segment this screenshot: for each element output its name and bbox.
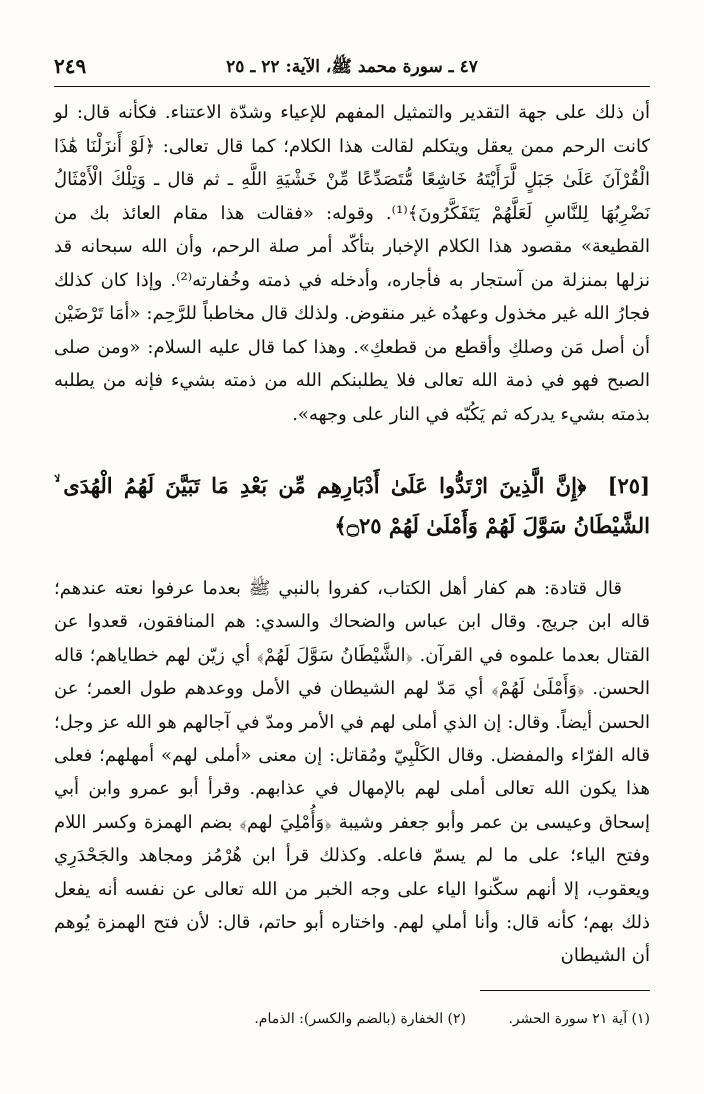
page-number: ٢٤٩ [54, 54, 87, 78]
commentary-paragraph: قال قتادة: هم كفار أهل الكتاب، كفروا بالنبي ﷺ بعدما عرفوا نعته عندهم؛ قاله ابن جريج. وقال ابن عباس والضحاك والسدي: هم المنافقون، قعدوا عن القتال بعدما علموه في القرآن. ﴿الشَّيْطَانُ سَوَّلَ لَهُمْ﴾ أي زيّن لهم خطاياهم؛ قاله الحسن. ﴿وَأَمْلَىٰ لَهُمْ﴾ أي مَدّ لهم الشيطان في الأمل ووعدهم طول العمر؛ عن الحسن أيضاً. وقال: إن الذي أملى لهم في الأمر ومدّ في آجالهم هو الله عز وجل؛ قاله الفرّاء والمفضل. وقال الكَلْبِيّ ومُقاتل: إن معنى «أملى لهم» أمهلهم؛ فعلى هذا يكون الله تعالى أملى لهم بالإمهال في عذابهم. وقرأ أبو عمرو وابن أبي إسحاق وعيسى بن عمر وأبو جعفر وشيبة ﴿وَأُمْلِيَ لهم﴾ بضم الهمزة وكسر اللام وفتح الياء؛ على ما لم يسمّ فاعله. وكذلك قرأ ابن هُرْمُز ومجاهد والجَحْدَرِي ويعقوب، إلا أنهم سكّنوا الياء على وجه الخبر من الله تعالى عن نفسه أنه يفعل ذلك بهم؛ كأنه قال: وأنا أملي لهم. واختاره أبو حاتم، قال: لأن فتح الهمزة يُوهم أن الشيطان [54, 578, 650, 967]
footnote-1: (١) آية ٢١ سورة الحشر. [508, 1011, 650, 1027]
running-title: ٤٧ ـ سورة محمد ﷺ، الآية: ٢٢ ـ ٢٥ [226, 57, 478, 77]
body-paragraph: أن ذلك على جهة التقدير والتمثيل المفهم للإعياء وشدّة الاعتناء. فكأنه قال: لو كانت الرحم ممن يعقل ويتكلم لقالت هذا الكلام؛ كما قال تعالى: ﴿لَوْ أَنزَلْنَا هَٰذَا الْقُرْآنَ عَلَىٰ جَبَلٍ لَّرَأَيْتَهُ خَاشِعًا مُّتَصَدِّعًا مِّنْ خَشْيَةِ اللَّهِ ـ ثم قال ـ وَتِلْكَ الْأَمْثَالُ نَضْرِبُهَا لِلنَّاسِ لَعَلَّهُمْ يَتَفَكَّرُونَ﴾⁽¹⁾. وقوله: «فقالت هذا مقام العائذ بك من القطيعة» مقصود هذا الكلام الإخبار بتأكّد أمر صلة الرحم، وأن الله سبحانه قد نزلها بمنزلة من آستجار به فأجاره، وأدخله في ذمته وخُفارته⁽²⁾. وإذا كان كذلك فجارُ الله غير مخذول وعهدُه غير منقوض. ولذلك قال مخاطباً للرَّحِم: «أمَا تَرْضَيْن أن أصل مَن وصلكِ وأقطع من قطعكِ». وهذا كما قال عليه السلام: «ومن صلى الصبح فهو في ذمة الله تعالى فلا يطلبنكم الله من ذمته بشيء فإنه من يطلبه بذمته بشيء يدركه ثم يَكُبّه في النار على وجهه». [54, 102, 650, 425]
footnotes [54, 1008, 650, 1030]
quran-verse [54, 466, 650, 546]
page-header [54, 52, 650, 87]
verse-number: [٢٥] [607, 473, 650, 498]
verse-text: ﴿إِنَّ الَّذِينَ ارْتَدُّوا عَلَىٰ أَدْبَارِهِم مِّن بَعْدِ مَا تَبَيَّنَ لَهُمُ الْهُدَى ۙ الشَّيْطَانُ سَوَّلَ لَهُمْ وَأَمْلَىٰ لَهُمْ ۝٢٥﴾ [54, 473, 650, 538]
verse-commentary [54, 572, 650, 973]
footnote-divider [480, 990, 650, 991]
main-text [54, 96, 650, 431]
footnote-2: (٢) الخفارة (بالضم والكسر): الذمام. [254, 1011, 467, 1027]
